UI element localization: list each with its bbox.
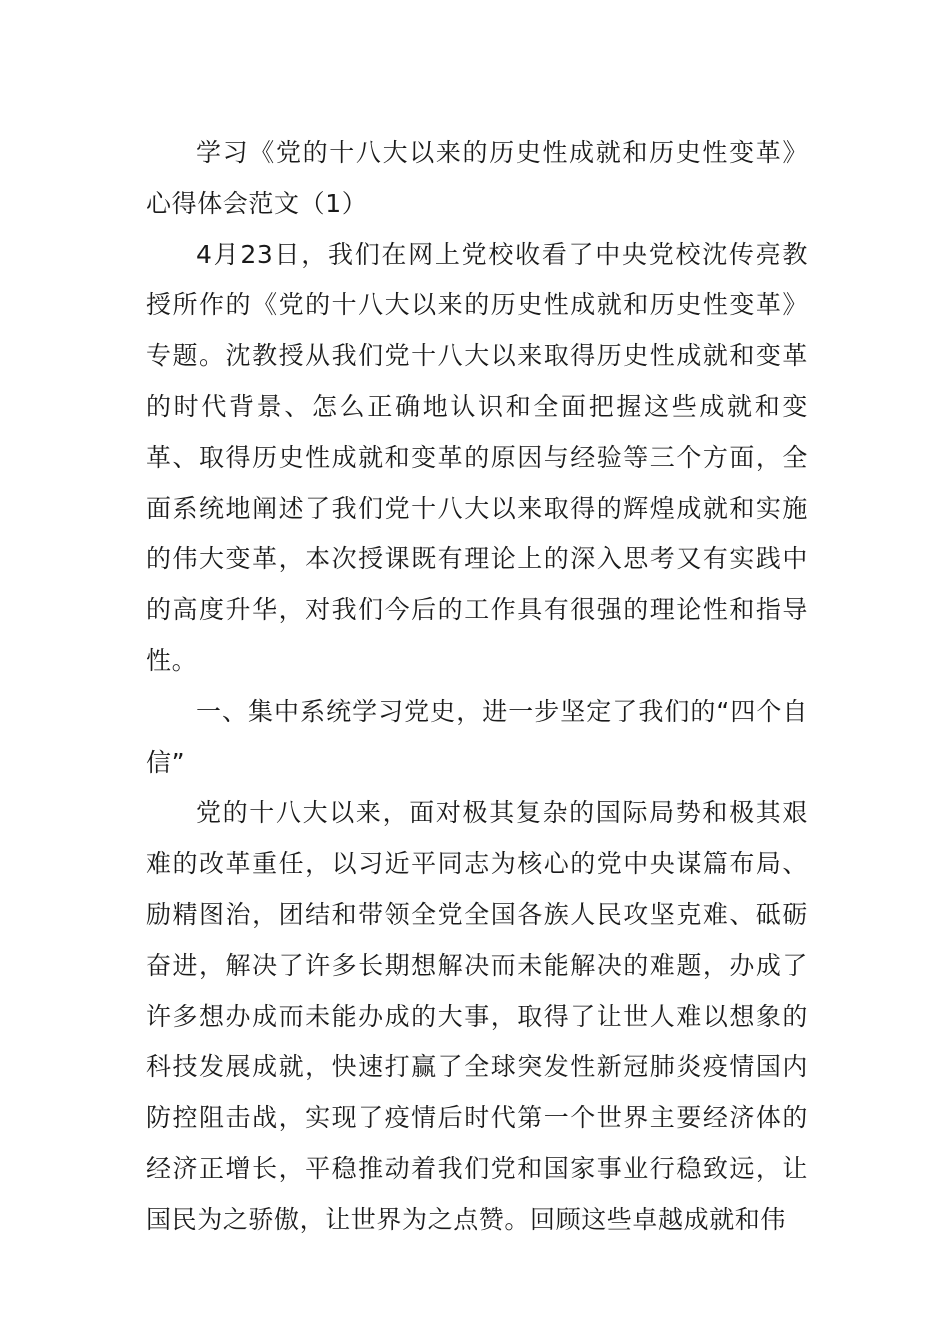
paragraph-intro: 4月23日，我们在网上党校收看了中央党校沈传亮教授所作的《党的十八大以来的历史性成就和历史性变革》专题。沈教授从我们党十八大以来取得历史性成就和变革的时代背景、怎么正确地认识和全面把握这些成就和变革、取得历史性成就和变革的原因与经验等三个方面，全面系统地阐述了我们党十八大以来取得的辉煌成就和实施的伟大变革，本次授课既有理论上的深入思考又有实践中的高度升华，对我们今后的工作具有很强的理论性和指导性。 (146, 239, 808, 675)
paragraph-section-1: 党的十八大以来，面对极其复杂的国际局势和极其艰难的改革重任，以习近平同志为核心的党中央谋篇布局、励精图治，团结和带领全党全国各族人民攻坚克难、砥砺奋进，解决了许多长期想解决而未能解决的难题，办成了许多想办成而未能办成的大事，取得了让世人难以想象的科技发展成就，快速打赢了全球突发性新冠肺炎疫情国内防控阻击战，实现了疫情后时代第一个世界主要经济体的经济正增长，平稳推动着我们党和国家事业行稳致远，让国民为之骄傲，让世界为之点赞。回顾这些卓越成就和伟 (146, 798, 808, 1234)
section-heading-1: 一、集中系统学习党史，进一步坚定了我们的“四个自信” (146, 696, 808, 777)
document-body (146, 128, 808, 1246)
document-title: 学习《党的十八大以来的历史性成就和历史性变革》心得体会范文（1） (146, 138, 808, 218)
